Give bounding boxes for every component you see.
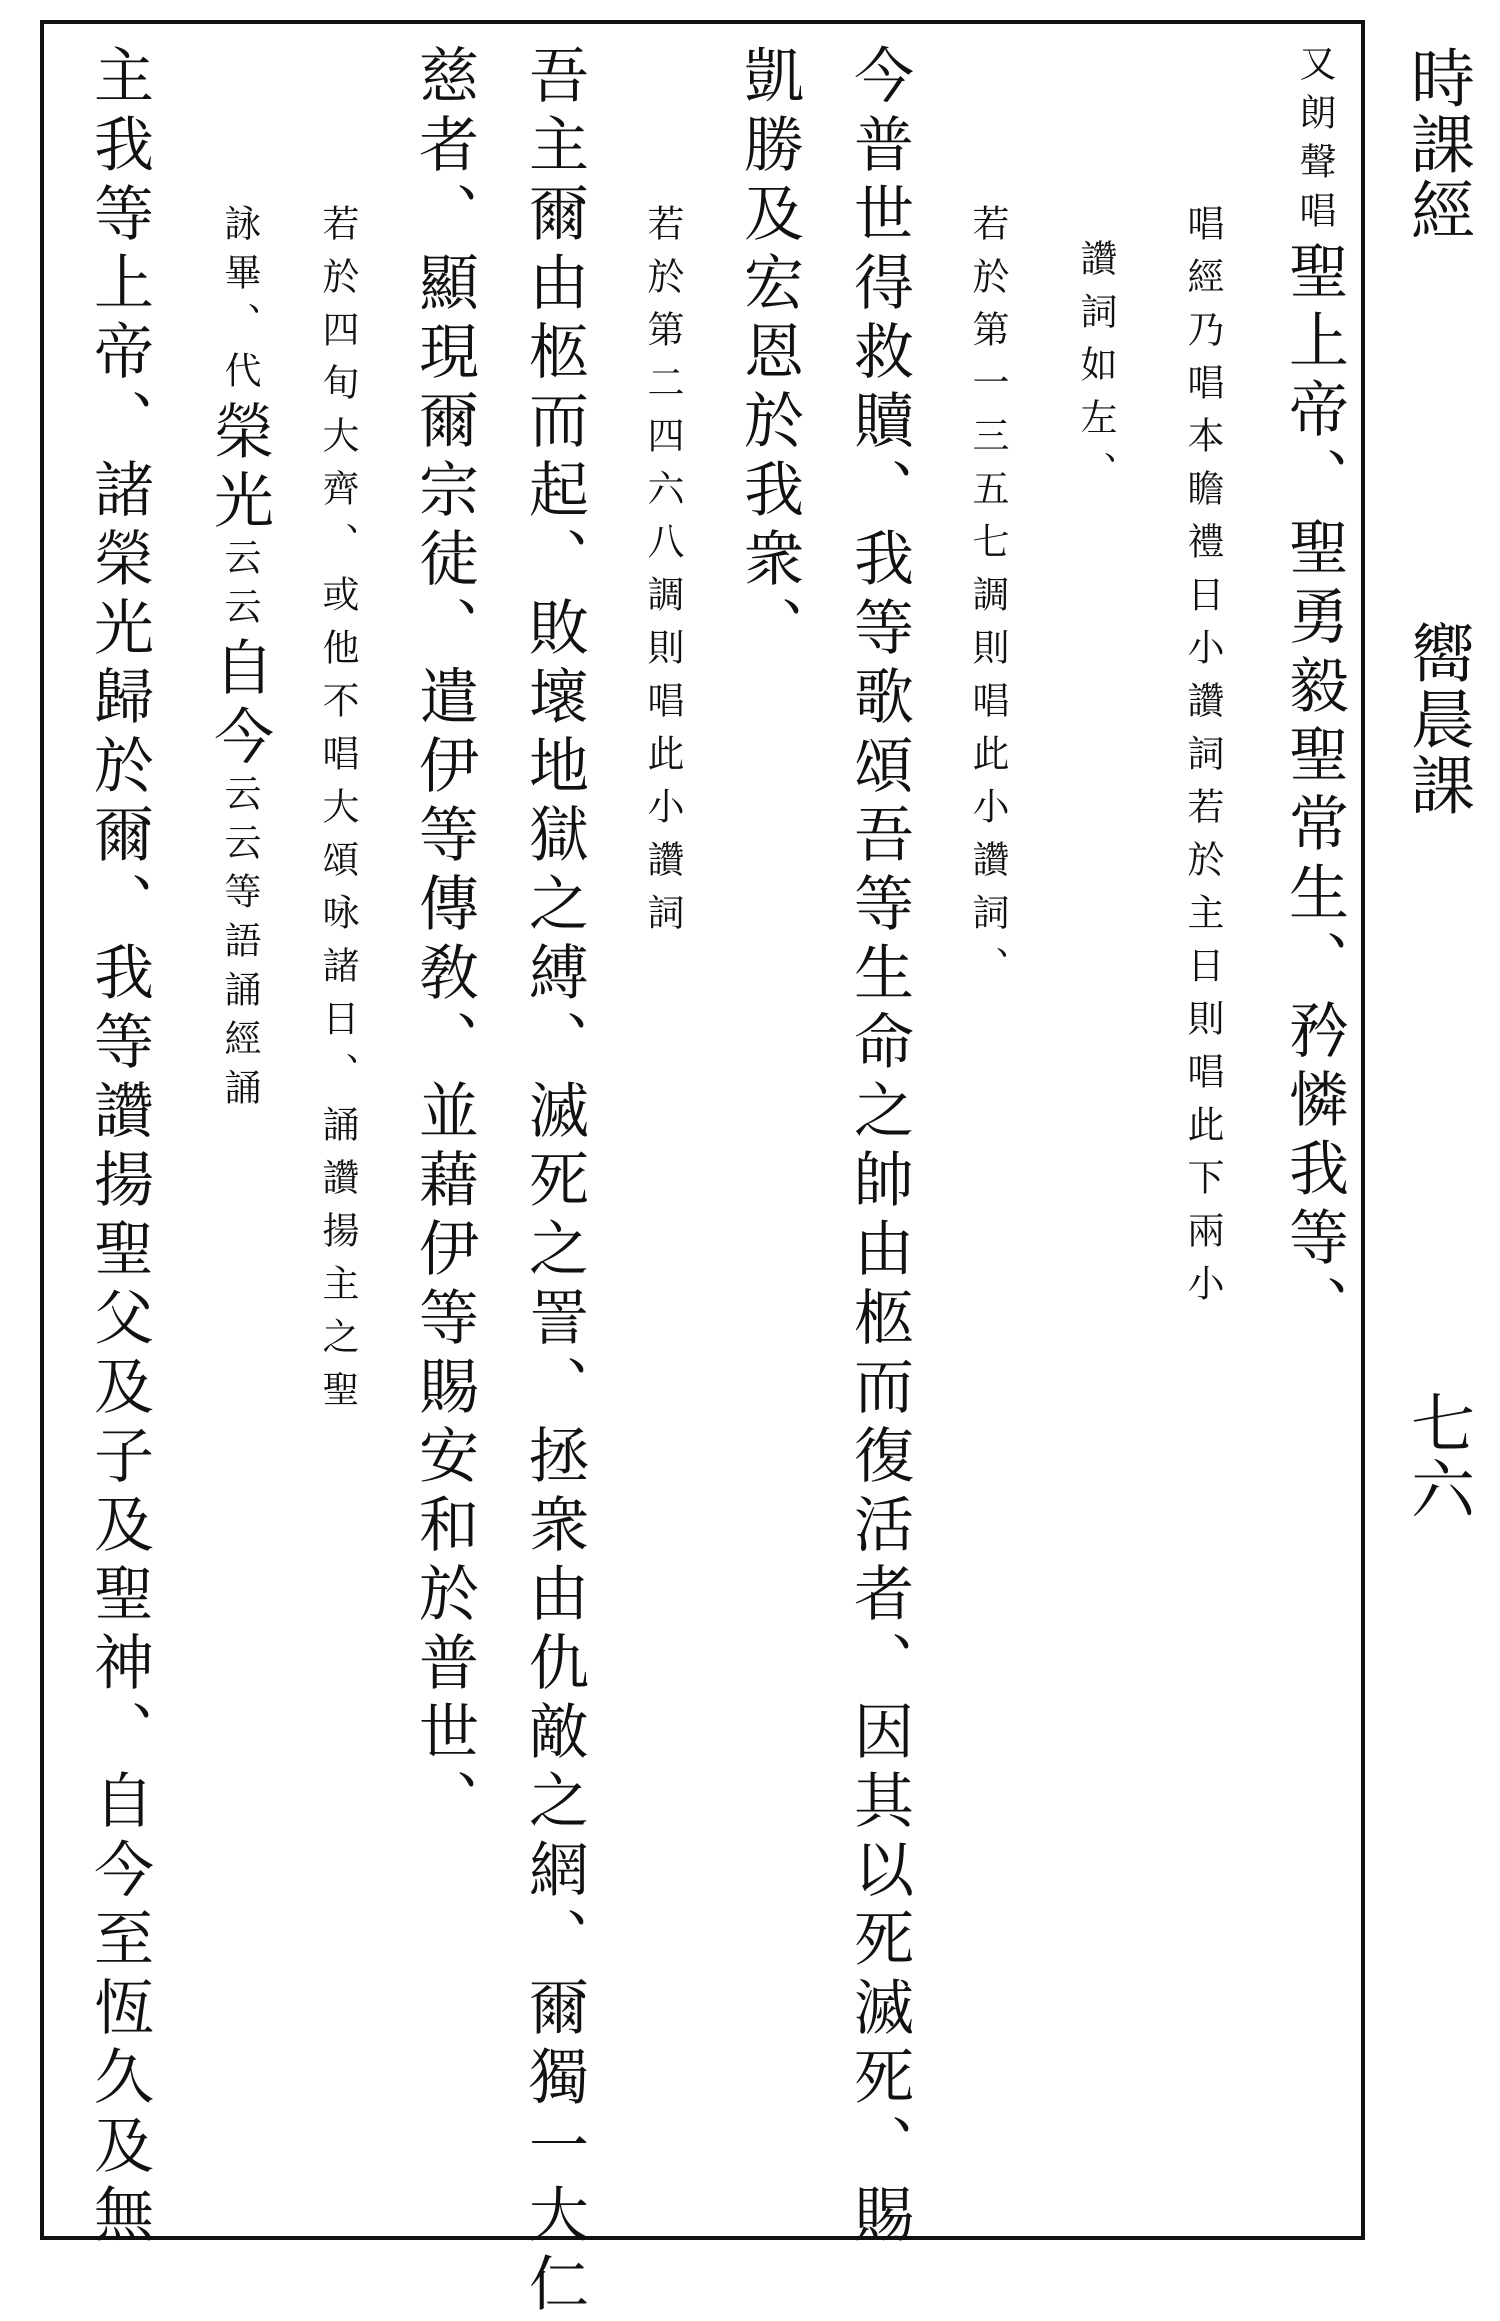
- page-number: 七六: [1400, 1390, 1474, 1522]
- text-column-6: 凱勝及宏恩於我衆、: [734, 44, 804, 665]
- column-1-small-text: 又朗聲唱: [1293, 44, 1336, 240]
- text-column-9: 慈者、顯現爾宗徒、遣伊等傳敎、並藉伊等賜安和於普世、: [409, 44, 479, 1838]
- column-11-part-2: 榮光: [204, 400, 274, 538]
- text-column-1: [1279, 44, 1349, 1344]
- text-column-12: 主我等上帝、諸榮光歸於爾、我等讚揚聖父及子及聖神、自今至恆久及無: [84, 44, 154, 2252]
- column-1-main-text: 聖上帝、聖勇毅聖常生、矜憐我等、: [1279, 240, 1349, 1344]
- text-column-5: 今普世得救贖、我等歌頌吾等生命之帥由柩而復活者、因其以死滅死、賜: [844, 44, 914, 2252]
- text-frame: [40, 20, 1365, 2321]
- column-11-part-5: 云云等語誦經誦: [218, 774, 261, 1117]
- section-title: 嚮晨課: [1400, 620, 1474, 818]
- column-11-part-4: 自今: [204, 636, 274, 774]
- page-title: 時課經: [1400, 45, 1474, 243]
- text-column-3: 讚詞如左、: [1074, 239, 1117, 504]
- text-column-4: 若於第一三五七調則唱此小讚詞、: [966, 204, 1009, 999]
- column-11-part-1: 詠畢、代: [218, 204, 261, 400]
- text-column-2: 唱經乃唱本瞻禮日小讚詞若於主日則唱此下兩小: [1181, 204, 1224, 1317]
- text-column-8: 吾主爾由柩而起、敗壞地獄之縛、滅死之詈、拯衆由仇敵之網、爾獨一大仁: [519, 44, 589, 2321]
- column-11-part-3: 云云: [218, 538, 261, 636]
- text-column-10: 若於四旬大齊、或他不唱大頌咏諸日、誦讚揚主之聖: [316, 204, 359, 1423]
- text-column-11: [204, 204, 274, 1117]
- text-column-7: 若於第二四六八調則唱此小讚詞: [641, 204, 684, 946]
